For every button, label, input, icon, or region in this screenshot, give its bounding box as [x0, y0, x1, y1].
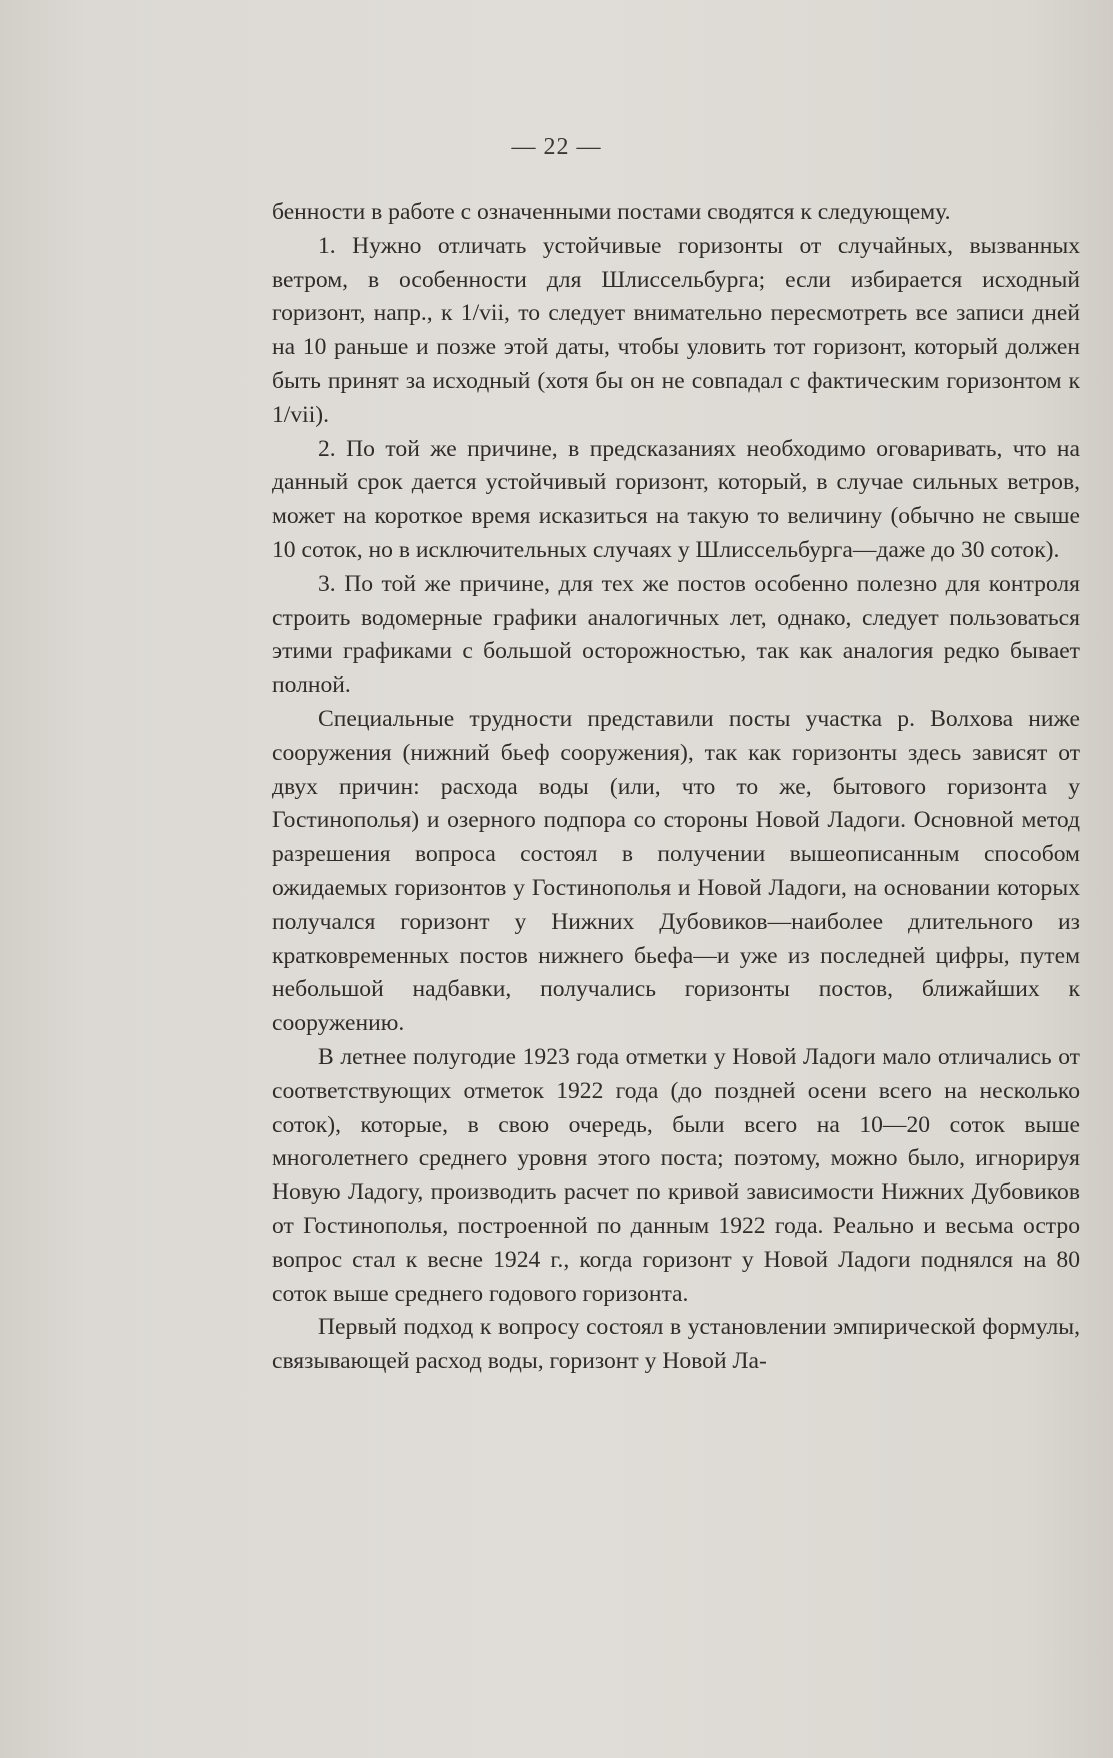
- paragraph-item-2: 2. По той же причине, в предсказаниях необходимо оговаривать, что на данный срок дается устойчивый горизонт, который, в случае сильных ветров, может на короткое время исказиться на такую то величину (обычно не свыше 10 соток, но в исключительных случаях у Шлиссельбурга—даже до 30 соток).: [272, 435, 1080, 563]
- paragraph-item-1: 1. Нужно отличать устойчивые горизонты от случайных, вызванных ветром, в особенности для Шлиссельбурга; если избирается исходный горизонт, напр., к 1/vii, то следует внимательно пересмотреть все записи дней на 10 раньше и позже этой даты, чтобы уловить тот горизонт, который должен быть принят за исходный (хотя бы он не совпадал с фактическим горизонтом к 1/vii).: [272, 232, 1080, 428]
- paragraph-continuation: бенности в работе с означенными постами сводятся к следующему.: [272, 199, 951, 225]
- paragraph-summer-1923: В летнее полугодие 1923 года отметки у Новой Ладоги мало отличались от соответствующих отметок 1922 года (до поздней осени всего на несколько соток), которые, в свою очередь, были всего на 10—20 соток выше многолетнего среднего уровня этого поста; поэтому, можно было, игнорируя Новую Ладогу, производить расчет по кривой зависимости Нижних Дубовиков от Гостинополья, построенной по данным 1922 года. Реально и весьма остро вопрос стал к весне 1924 г., когда горизонт у Новой Ладоги поднялся на 80 соток выше среднего годового горизонта.: [272, 1043, 1080, 1307]
- paragraph-item-3: 3. По той же причине, для тех же постов особенно полезно для контроля строить водомерные графики аналогичных лет, однако, следует пользоваться этими графиками с большой осторожностью, так как аналогия редко бывает полной.: [272, 570, 1080, 699]
- paragraph-special-difficulties: Специальные трудности представили посты участка р. Волхова ниже сооружения (нижний бьеф сооружения), так как горизонты здесь зависят от двух причин: расхода воды (или, что то же, бытового горизонта у Гостинополья) и озерного подпора со стороны Новой Ладоги. Основной метод разрешения вопроса состоял в получении вышеописанным способом ожидаемых горизонтов у Гостинополья и Новой Ладоги, на основании которых получался горизонт у Нижних Дубовиков—наиболее длительного из кратковременных постов нижнего бьефа—и уже из последней цифры, путем небольшой надбавки, получались горизонты постов, ближайших к сооружению.: [272, 705, 1080, 1037]
- paragraph-first-approach: Первый подход к вопросу состоял в установлении эмпирической формулы, связывающей расход воды, горизонт у Новой Ла-: [272, 1314, 1080, 1375]
- body-text: [272, 196, 1080, 1379]
- page-number: — 22 —: [511, 134, 602, 160]
